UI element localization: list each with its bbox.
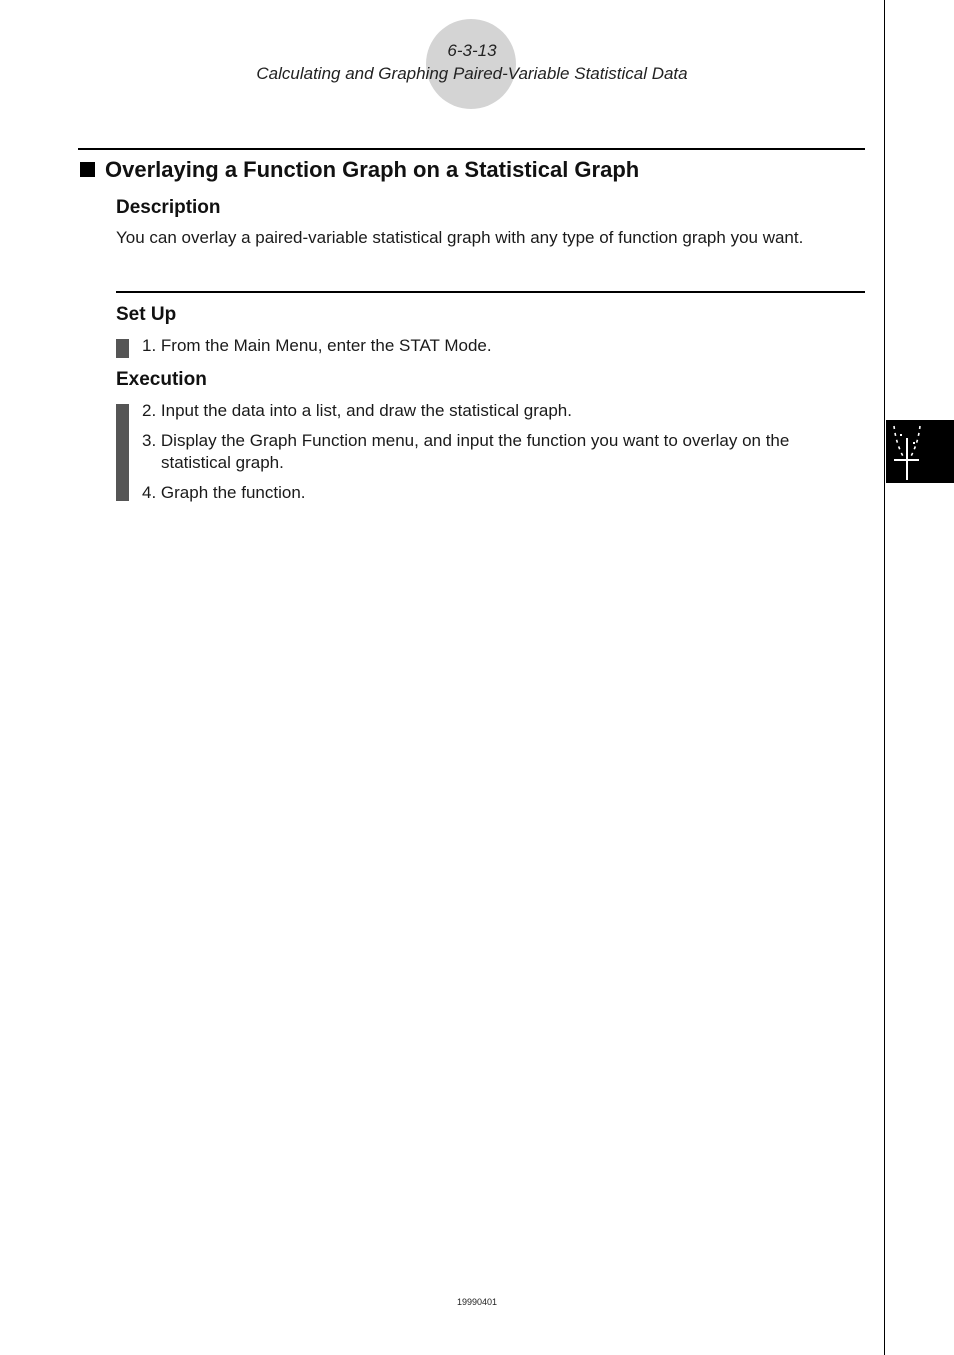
setup-step-1: 1. From the Main Menu, enter the STAT Mode. [142,336,492,355]
execution-heading: Execution [116,369,207,390]
description-heading: Description [116,197,221,218]
margin-rule [884,0,885,1355]
execution-step-2: 2. Input the data into a list, and draw the statistical graph. [142,401,572,420]
setup-step-bar [116,339,129,358]
page-subtitle: Calculating and Graphing Paired-Variable Statistical Data [256,64,688,83]
description-text: You can overlay a paired-variable statistical graph with any type of function graph you want. [116,228,804,247]
execution-step-bar [116,404,129,501]
execution-step-3: 3. Display the Graph Function menu, and input the function you want to overlay on the [142,431,790,450]
chapter-tab [886,420,954,483]
page-number: 6-3-13 [447,41,497,60]
footer-code: 19990401 [456,1297,498,1307]
stat-graph-icon [886,420,954,483]
execution-step-4: 4. Graph the function. [142,483,306,502]
section-title: Overlaying a Function Graph on a Statistical Graph [105,157,640,182]
section-top-rule [78,148,865,150]
filled-square-icon [80,162,95,177]
setup-top-rule [116,291,865,293]
execution-step-3-continuation: statistical graph. [161,453,284,472]
setup-heading: Set Up [116,304,177,325]
